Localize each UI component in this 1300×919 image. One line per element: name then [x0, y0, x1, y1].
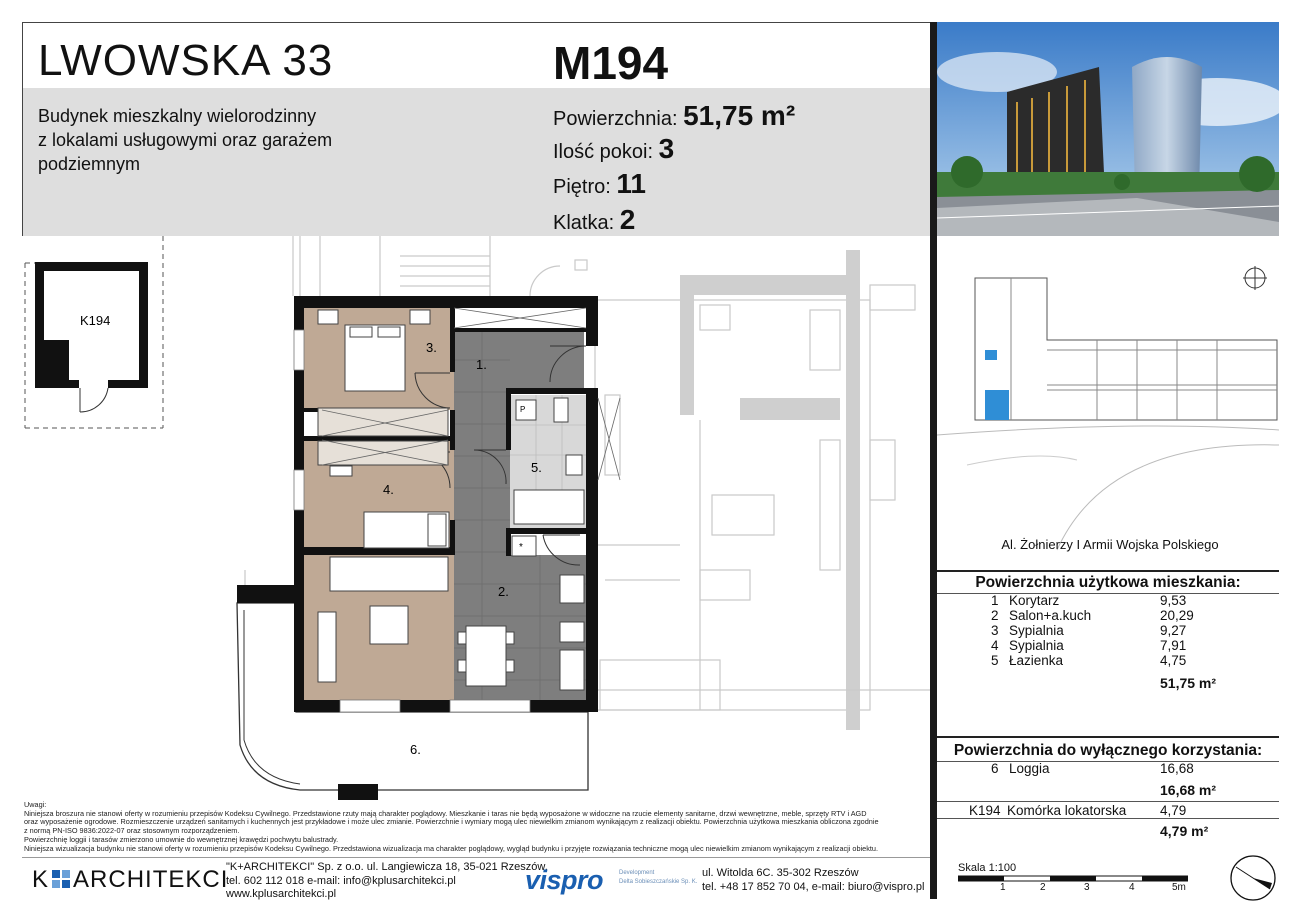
building-description — [38, 104, 438, 176]
developer-sub-line: Delta Sobieszczańskie Sp. K. — [619, 879, 698, 885]
developer-address: ul. Witolda 6C. 35-302 Rzeszów — [702, 867, 859, 879]
project-title: LWOWSKA 33 — [38, 36, 334, 85]
plus-icon — [52, 870, 70, 888]
exclusive-area-heading: Powierzchnia do wyłącznego korzystania: — [953, 742, 1263, 759]
staircase-value: 2 — [619, 204, 636, 235]
loggia-total — [937, 782, 1279, 797]
loggia-drain — [338, 784, 378, 800]
corridor-top — [454, 332, 584, 390]
building-visualization — [937, 22, 1279, 236]
description-line: podziemnym — [38, 154, 141, 174]
developer-contact — [702, 867, 924, 894]
developer-logo-sub — [619, 869, 697, 887]
scale-tick: 5m — [1172, 882, 1186, 893]
loggia-value: 16,68 — [1160, 761, 1194, 776]
usable-area-total — [937, 675, 1279, 690]
unit-code: M194 — [553, 37, 669, 89]
architect-contact — [226, 861, 548, 902]
disclaimer-notes — [24, 801, 930, 853]
area-row-value: 4,75 — [1160, 653, 1187, 668]
description-line: z lokalami usługowymi oraz garażem — [38, 130, 333, 150]
area-info — [553, 100, 795, 132]
storage-name: Komórka lokatorska — [1007, 803, 1127, 818]
floor-label: Piętro: — [553, 176, 611, 198]
staircase-info — [553, 204, 635, 236]
unit-highlight-small — [985, 350, 997, 360]
site-location-map — [937, 250, 1279, 570]
architect-logo-text: ARCHITEKCI — [73, 866, 229, 893]
loggia-row — [937, 761, 1279, 776]
area-row-value: 9,53 — [1160, 593, 1187, 608]
notes-line: oraz wyposażenie ogrodowe. Rozmieszczenie urządzeń sanitarnych i kuchennych jest przykładowe i może ulec zmianie. Powierzchnie i wymiary mogą ulec niewielkim zmianom wynikającym z realizacji obiektu. Powierzchnia użytkowa mieszkania obliczona zgodnie — [24, 817, 879, 827]
developer-sub-line: Development — [619, 870, 655, 876]
area-value: 51,75 m² — [683, 100, 796, 131]
architect-address: "K+ARCHITEKCI" Sp. z o.o. ul. Langiewicza 18, 35-021 Rzeszów, — [226, 861, 548, 873]
area-row-name: Korytarz — [1009, 593, 1060, 608]
loggia-no: 6 — [991, 761, 999, 776]
loggia-wall — [237, 585, 297, 603]
label-room-4: 4. — [383, 482, 394, 497]
label-room-5: 5. — [531, 460, 542, 475]
storage-total-value: 4,79 m² — [1160, 823, 1209, 839]
floor-plan — [0, 236, 930, 801]
scale-tick: 3 — [1084, 882, 1090, 893]
scale-bar — [958, 874, 1188, 884]
area-row — [937, 638, 1279, 653]
scale-tick: 4 — [1129, 882, 1135, 893]
footer-rule — [22, 857, 930, 858]
architect-logo — [32, 866, 228, 894]
unit-highlight — [985, 390, 1009, 420]
usable-area-total-value: 51,75 m² — [1160, 675, 1217, 691]
storage-label: K194 — [80, 313, 111, 328]
notes-line: Uwagi: — [24, 800, 47, 809]
table-divider — [937, 570, 1279, 572]
area-row-no: 5 — [991, 653, 999, 668]
storage-value: 4,79 — [1160, 803, 1187, 818]
table-rule — [937, 801, 1279, 802]
storage-unit — [25, 236, 163, 428]
north-arrow-icon — [1228, 853, 1278, 903]
label-room-3: 3. — [426, 340, 437, 355]
panel-divider — [930, 22, 937, 899]
notes-line: Powierzchnię loggii i tarasów zmierzono umownie do wewnętrznej krawędzi pochwytu balustrady. — [24, 834, 339, 844]
area-row-value: 20,29 — [1160, 608, 1194, 623]
floor-info — [553, 168, 646, 200]
notes-line: Niniejsza broszura nie stanowi oferty w rozumieniu przepisów Kodeksu Cywilnego. Przedstawione rzuty mają charakter poglądowy. Mieszkanie i taras nie będą wyposażone w widoczne na rzucie elementy sanitarne, drzwi wewnętrzne, meble, sprzęty RTV i AGD — [24, 808, 867, 818]
street-name: Al. Żołnierzy I Armii Wojska Polskiego — [1001, 537, 1219, 552]
loggia-name: Loggia — [1009, 761, 1050, 776]
area-row-no: 1 — [991, 593, 999, 608]
scale-tick: 1 — [1000, 882, 1006, 893]
vent-icon: * — [519, 542, 523, 553]
floor-value: 11 — [616, 168, 646, 199]
label-room-6: 6. — [410, 742, 421, 757]
description-line: Budynek mieszkalny wielorodzinny — [38, 106, 317, 126]
compass-icon — [1243, 266, 1267, 290]
rooms-info — [553, 133, 674, 165]
area-row-name: Salon+a.kuch — [1009, 608, 1092, 623]
scale-label: Skala 1:100 — [958, 862, 1017, 874]
notes-line: z normą PN-ISO 9836:2022-07 oraz stosownym rozporządzeniem. — [24, 826, 240, 836]
area-row — [937, 653, 1279, 668]
label-room-2: 2. — [498, 584, 509, 599]
area-label: Powierzchnia: — [553, 108, 678, 130]
storage-total — [937, 823, 1279, 838]
developer-logo: vispro — [525, 865, 604, 895]
rooms-label: Ilość pokoi: — [553, 141, 654, 163]
architect-website-link[interactable]: www.kplusarchitekci.pl — [226, 888, 337, 900]
area-row-name: Sypialnia — [1009, 638, 1064, 653]
area-row — [937, 608, 1279, 623]
scale-tick: 2 — [1040, 882, 1046, 893]
area-row-name: Sypialnia — [1009, 623, 1064, 638]
architect-logo-k: K — [32, 866, 50, 893]
area-row-name: Łazienka — [1009, 653, 1064, 668]
rooms-value: 3 — [658, 133, 675, 164]
table-rule — [937, 818, 1279, 819]
loggia-total-value: 16,68 m² — [1160, 782, 1217, 798]
area-row — [937, 623, 1279, 638]
notes-line: Niniejsza wizualizacja budynku nie stanowi oferty w rozumieniu przepisów Kodeksu Cywilnego. Przedstawiona wizualizacja ma charakter poglądowy, wygląd budynku i przyjęte rozwiązania techniczne mogą ulec niewielkim zmianom wynikającym z realizacji obiektu. — [24, 843, 878, 853]
area-row-no: 2 — [991, 608, 999, 623]
table-divider — [937, 736, 1279, 738]
boiler-icon: P — [520, 405, 526, 414]
area-row-no: 3 — [991, 623, 999, 638]
label-room-1: 1. — [476, 357, 487, 372]
area-row-value: 7,91 — [1160, 638, 1187, 653]
storage-row — [937, 803, 1279, 818]
area-row-value: 9,27 — [1160, 623, 1187, 638]
developer-phone-email: tel. +48 17 852 70 04, e-mail: biuro@vispro.pl — [702, 880, 925, 893]
area-row-no: 4 — [991, 638, 999, 653]
usable-area-heading: Powierzchnia użytkowa mieszkania: — [975, 574, 1241, 591]
architect-phone-email: tel. 602 112 018 e-mail: info@kplusarchitekci.pl — [226, 874, 456, 887]
storage-no: K194 — [969, 803, 1001, 818]
staircase-label: Klatka: — [553, 212, 615, 234]
area-row — [937, 593, 1279, 608]
